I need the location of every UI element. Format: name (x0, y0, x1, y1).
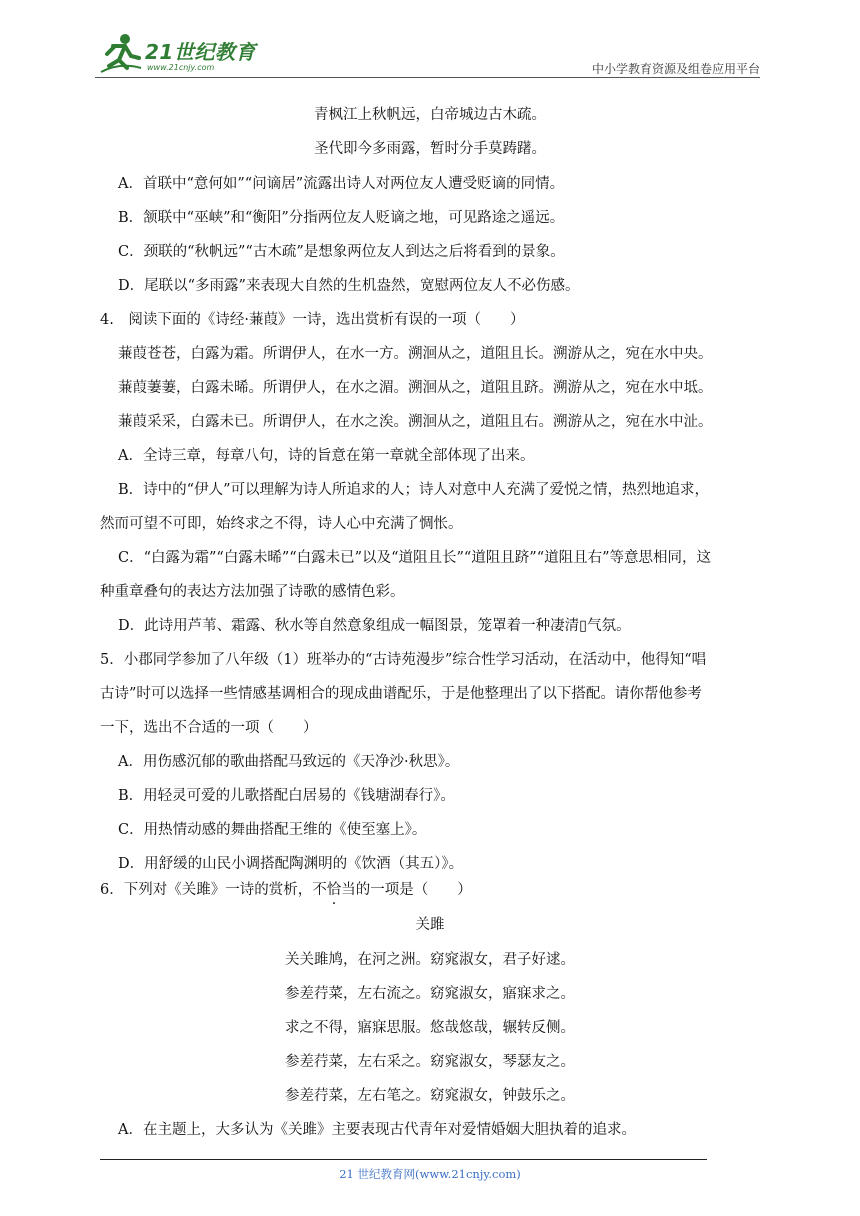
question-5-cont: 古诗”时可以选择一些情感基调相合的现成曲谱配乐，于是他整理出了以下搭配。请你帮他参考 (100, 686, 702, 702)
runner-logo-icon (95, 32, 145, 78)
option-d: D．用舒缓的山民小调搭配陶渊明的《饮酒（其五）》。 (118, 856, 464, 872)
poem-line: 蒹葭苍苍，白露为霜。所谓伊人，在水一方。溯洄从之，道阻且长。溯游从之，宛在水中央。 (118, 346, 713, 362)
footer-text[interactable]: 21 世纪教育网(www.21cnjy.com) (339, 1167, 521, 1181)
question-5-cont: 一下，选出不合适的一项（ ） (100, 720, 318, 736)
option-a: A．全诗三章，每章八句，诗的旨意在第一章就全部体现了出来。 (118, 448, 535, 464)
option-d: D．此诗用芦苇、霜露、秋水等自然意象组成一幅图景，笼罩着一种凄清▯气氛。 (118, 618, 631, 634)
option-a: A．用伤感沉郁的歌曲搭配马致远的《天净沙·秋思》。 (118, 754, 460, 770)
poem-line: 青枫江上秋帆远，白帝城边古木疏。 (314, 107, 546, 123)
option-d: D．尾联以“多雨露”来表现大自然的生机盎然，宽慰两位友人不必伤感。 (118, 278, 580, 294)
option-b-cont: 然而可望不可即，始终求之不得，诗人心中充满了惆怅。 (100, 516, 463, 532)
platform-name: 中小学教育资源及组卷应用平台 (591, 62, 760, 76)
poem-line: 蒹葭萋萋，白露未晞。所谓伊人，在水之湄。溯洄从之，道阻且跻。溯游从之，宛在水中坻。 (118, 380, 713, 396)
option-a: A．在主题上，大多认为《关雎》主要表现古代青年对爱情婚姻大胆执着的追求。 (118, 1122, 636, 1138)
option-c: C．用热情动感的舞曲搭配王维的《使至塞上》。 (118, 822, 427, 838)
poem-line: 关关雎鸠，在河之洲。窈窕淑女，君子好逑。 (285, 952, 575, 968)
poem-line: 蒹葭采采，白露未已。所谓伊人，在水之涘。溯洄从之，道阻且右。溯游从之，宛在水中沚。 (118, 414, 713, 430)
page-header (95, 32, 760, 80)
poem-line: 参差荇菜，左右笔之。窈窕淑女，钟鼓乐之。 (285, 1088, 575, 1104)
question-5: 5．小郡同学参加了八年级（1）班举办的“古诗苑漫步”综合性学习活动，在活动中，他得知“唱 (100, 652, 707, 668)
poem-line: 圣代即今多雨露，暂时分手莫踌躇。 (314, 141, 546, 157)
logo (95, 32, 265, 78)
emphasis-text: 不恰当 (312, 882, 356, 898)
logo-url: www.21cnjy.com (147, 63, 215, 72)
footer-divider (100, 1159, 707, 1160)
option-b: B．诗中的“伊人”可以理解为诗人所追求的人；诗人对意中人充满了爱悦之情，热烈地追求， (118, 482, 709, 498)
option-b: B．颔联中“巫峡”和“衡阳”分指两位友人贬谪之地，可见路途之遥远。 (118, 210, 565, 226)
option-a: A．首联中“意何如”“问谪居”流露出诗人对两位友人遭受贬谪的同情。 (118, 176, 565, 192)
option-c-cont: 种重章叠句的表达方法加强了诗歌的感情色彩。 (100, 584, 405, 600)
question-6-part1: 6．下列对《关雎》一诗的赏析， (100, 882, 313, 898)
logo-text: 21世纪教育 (145, 40, 256, 64)
question-6 (100, 880, 472, 900)
option-b: B．用轻灵可爱的儿歌搭配白居易的《钱塘湖春行》。 (118, 788, 455, 804)
question-6-part2: 的一项是（ ） (355, 882, 472, 898)
poem-line: 参差荇菜，左右流之。窈窕淑女，寤寐求之。 (285, 986, 575, 1002)
poem-title: 关雎 (415, 917, 445, 933)
question-4: 4. 阅读下面的《诗经·蒹葭》一诗，选出赏析有误的一项（ ） (100, 312, 525, 328)
poem-line: 求之不得，寤寐思服。悠哉悠哉，辗转反侧。 (285, 1020, 575, 1036)
poem-line: 参差荇菜，左右采之。窈窕淑女，琴瑟友之。 (285, 1054, 575, 1070)
header-divider (95, 77, 760, 78)
option-c: C．“白露为霜”“白露未晞”“白露未已”以及“道阻且长”“道阻且跻”“道阻且右”等意思相同，这 (118, 550, 712, 566)
option-c: C．颈联的“秋帆远”“古木疏”是想象两位友人到达之后将看到的景象。 (118, 244, 565, 260)
